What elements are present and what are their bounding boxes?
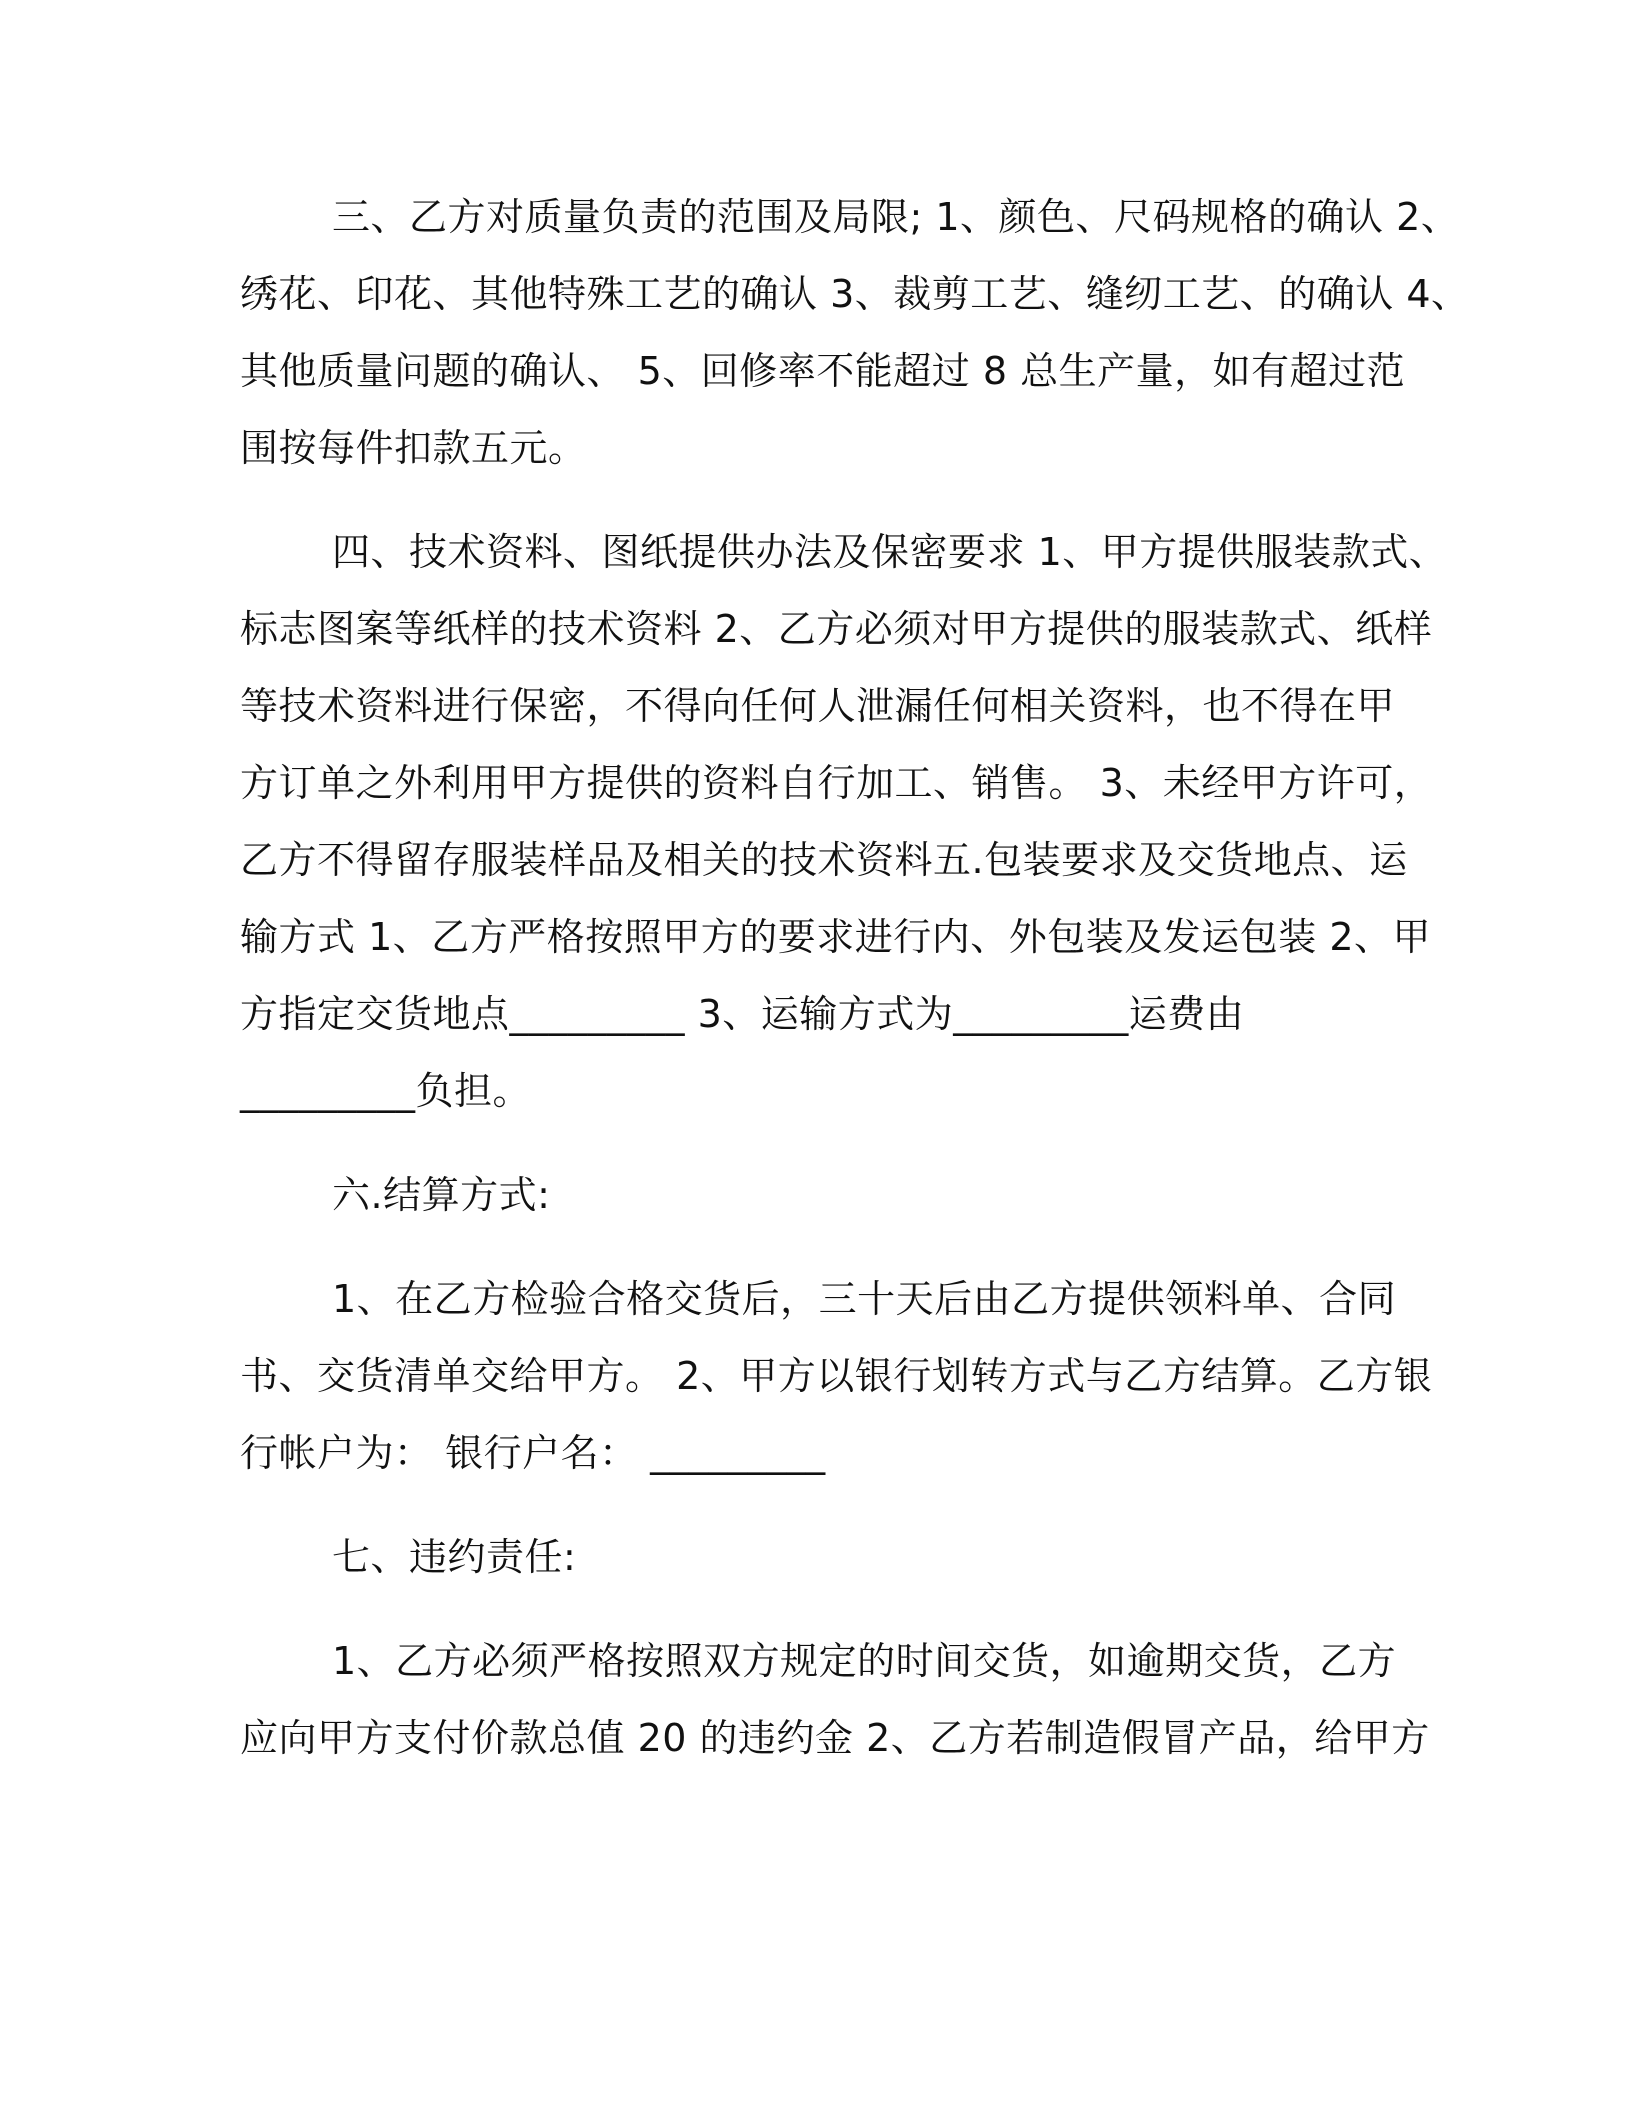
- paragraph-4-line-1: 四、技术资料、图纸提供办法及保密要求 1、甲方提供服装款式、: [332, 530, 1448, 574]
- paragraph-7-line-1: 1、乙方必须严格按照双方规定的时间交货，如逾期交货，乙方: [332, 1639, 1397, 1683]
- paragraph-4-line-4: 方订单之外利用甲方提供的资料自行加工、销售。 3、未经甲方许可，: [240, 761, 1433, 805]
- paragraph-4-line-3: 等技术资料进行保密，不得向任何人泄漏任何相关资料，也不得在甲: [240, 684, 1396, 728]
- paragraph-4-line-7: 方指定交货地点_________ 3、运输方式为_________运费由: [240, 992, 1245, 1036]
- paragraph-6-line-3: 行帐户为： 银行户名： _________: [240, 1431, 826, 1475]
- paragraph-7-line-2: 应向甲方支付价款总值 20 的违约金 2、乙方若制造假冒产品，给甲方: [240, 1716, 1430, 1760]
- paragraph-4-line-5: 乙方不得留存服装样品及相关的技术资料五.包装要求及交货地点、运: [240, 838, 1408, 882]
- paragraph-3-line-4: 围按每件扣款五元。: [240, 426, 587, 470]
- paragraph-6-line-2: 书、交货清单交给甲方。 2、甲方以银行划转方式与乙方结算。乙方银: [240, 1354, 1433, 1398]
- paragraph-4-line-8: _________负担。: [240, 1069, 532, 1113]
- paragraph-3-line-3: 其他质量问题的确认、 5、回修率不能超过 8 总生产量，如有超过范: [240, 349, 1406, 393]
- section-6-heading: 六.结算方式:: [332, 1173, 551, 1217]
- paragraph-3-line-1: 三、乙方对质量负责的范围及局限; 1、颜色、尺码规格的确认 2、: [332, 195, 1460, 239]
- paragraph-3-line-2: 绣花、印花、其他特殊工艺的确认 3、裁剪工艺、缝纫工艺、的确认 4、: [240, 272, 1470, 316]
- paragraph-4-line-2: 标志图案等纸样的技术资料 2、乙方必须对甲方提供的服装款式、纸样: [240, 607, 1433, 651]
- paragraph-4-line-6: 输方式 1、乙方严格按照甲方的要求进行内、外包装及发运包装 2、甲: [240, 915, 1432, 959]
- section-7-heading: 七、违约责任:: [332, 1535, 577, 1579]
- paragraph-6-line-1: 1、在乙方检验合格交货后，三十天后由乙方提供领料单、合同: [332, 1277, 1397, 1321]
